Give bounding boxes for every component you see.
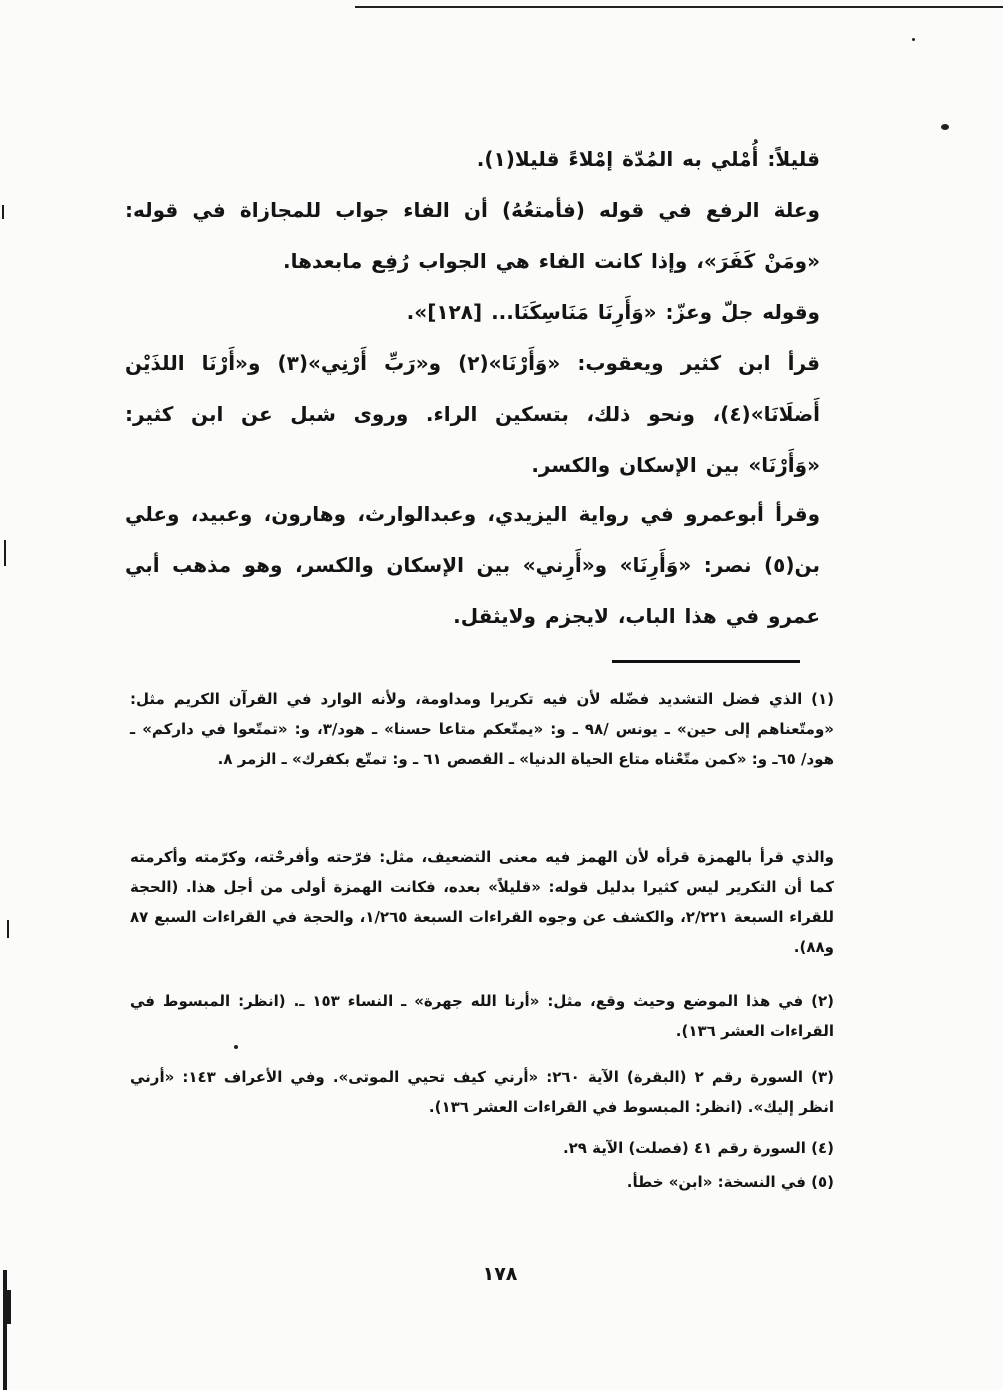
body-paragraph: قليلاً: أُمْلي به المُدّة إمْلاءً قليلا(١). [476, 147, 820, 171]
footnote: (١) الذي فضل التشديد فضّله لأن فيه تكريرا ومداومة، ولأنه الوارد في القرآن الكريم مثل: «ومتّعناهم إلى حين» ـ يونس /٩٨ ـ و: «يمتّعكم متاعا حسنا» ـ هود/٣، و: «تمتّعوا في داركم» ـ هود/ ٦٥ـ و: «كمن متّعْناه متاع الحياة الدنيا» ـ القصص ٦١ ـ و: تمتّع بكفرك» ـ الزمر ٨. [130, 690, 834, 768]
top-border-line [355, 6, 1003, 8]
footnote: (٢) في هذا الموضع وحيث وقع، مثل: «أرنا الله جهرة» ـ النساء ١٥٣ ـ. (انظر: المبسوط في القراءات العشر ١٣٦). [130, 992, 834, 1040]
footnote: (٤) السورة رقم ٤١ (فصلت) الآية ٢٩. [562, 1139, 834, 1157]
scan-artifact [7, 1290, 11, 1324]
body-paragraph: وقرأ أبوعمرو في رواية اليزيدي، وعبدالوارث، وهارون، وعبيد، وعلي بن(٥) نصر: «وَأَرِنَا» و«أَرِني» بين الإسكان والكسر، وهو مذهب أبي عمرو في هذا الباب، لايجزم ولايثقل. [125, 502, 820, 628]
scan-speck [912, 38, 915, 41]
footnote: (٥) في النسخة: «ابن» خطأ. [626, 1173, 834, 1191]
body-paragraph: وعلة الرفع في قوله (فأمتعُهُ) أن الفاء جواب للمجازاة في قوله: «ومَنْ كَفَرَ»، وإذا كانت الفاء هي الجواب رُفِع مابعدها. [125, 198, 820, 273]
footnote-separator [612, 660, 800, 663]
scan-artifact [4, 540, 6, 566]
body-paragraph: قرأ ابن كثير ويعقوب: «وَأَرْنَا»(٢) و«رَبِّ أَرْنِي»(٣) و«أَرْنَا اللذَيْن أَضلَانَا»(٤)، ونحو ذلك، بتسكين الراء. وروى شبل عن ابن كثير: «وَأَرْنَا» بين الإسكان والكسر. [125, 351, 820, 477]
scan-artifact [3, 1270, 7, 1390]
body-paragraph: وقوله جلّ وعزّ: «وَأَرِنَا مَنَاسِكَنَا... [١٢٨]». [406, 300, 820, 324]
scan-artifact [2, 205, 4, 219]
footnote: (٣) السورة رقم ٢ (البقرة) الآية ٢٦٠: «أرني كيف تحيي الموتى». وفي الأعراف ١٤٣: «أرني انظر إليك». (انظر: المبسوط في القراءات العشر ١٣٦). [130, 1068, 835, 1116]
scan-artifact [7, 920, 9, 938]
scan-speck [941, 124, 949, 130]
page-number: ١٧٨ [482, 1263, 518, 1285]
footnote: والذي قرأ بالهمزة قرأه لأن الهمز فيه معنى التضعيف، مثل: فرّحته وأفرحْته، وكرّمته وأكرمته كما أن التكرير ليس كثيرا بدليل قوله: «قليلاً» بعده، فكانت الهمزة أولى من أجل هذا. (الحجة للقراء السبعة ٢/٢٢١، والكشف عن وجوه القراءات السبعة ١/٢٦٥، والحجة في القراءات السبع ٨٧ و٨٨). [130, 848, 834, 956]
